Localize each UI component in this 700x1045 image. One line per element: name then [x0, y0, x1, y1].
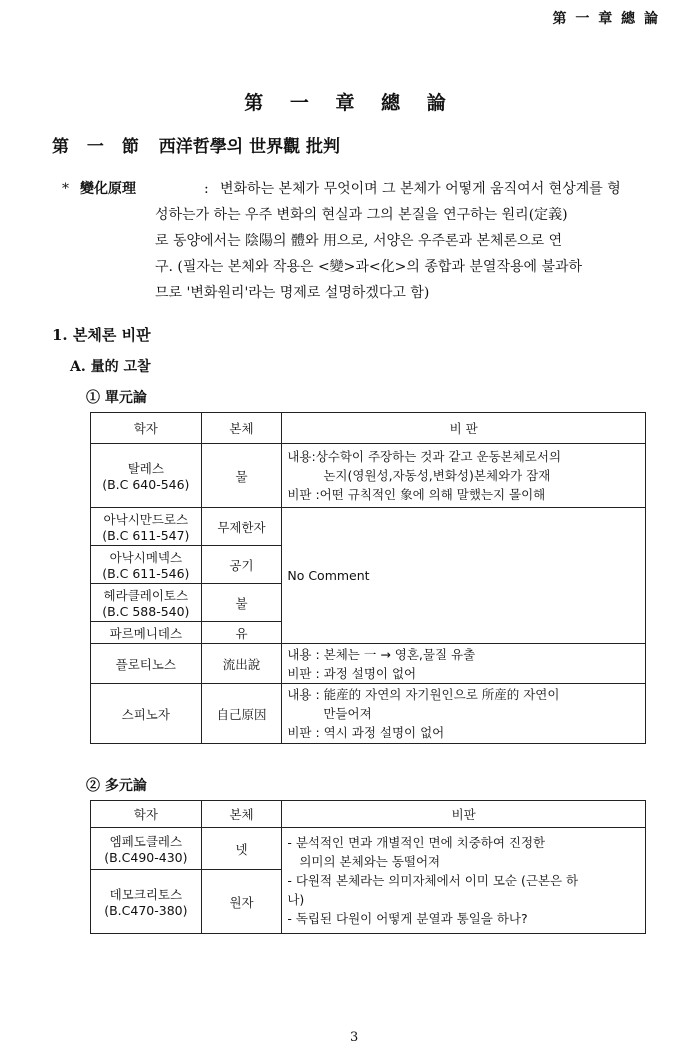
critique-cell [282, 828, 646, 934]
scholar-name: 아낙시메넥스 [109, 550, 183, 565]
scholar-cell [91, 546, 202, 584]
critique-line: 비판 :어떤 규칙적인 象에 의해 말했는지 몰이해 [287, 487, 546, 502]
critique-line: 내용:상수학이 주장하는 것과 같고 운동본체로서의 [287, 449, 562, 464]
section-heading: 西洋哲學의 世界觀 批判 [158, 137, 341, 157]
table-row [91, 684, 646, 744]
scholar-name: 스피노자 [121, 706, 170, 722]
intro-line: 므로 '변화원리'라는 명제로 설명하겠다고 함) [155, 285, 430, 301]
header-critique: 비 판 [282, 413, 646, 444]
chapter-title: 第 一 章 總 論 [244, 92, 456, 114]
critique-cell [282, 444, 646, 508]
substance-cell: 불 [201, 584, 282, 622]
header-scholar: 학자 [91, 801, 202, 828]
substance-cell: 유 [201, 622, 282, 644]
heading-monism: ① 單元論 [86, 390, 147, 406]
section-title [52, 132, 340, 157]
header-substance: 본체 [201, 413, 282, 444]
critique-cell [282, 684, 646, 744]
critique-cell [282, 508, 646, 644]
heading-pluralism: ② 多元論 [86, 778, 147, 794]
scholar-cell [91, 508, 202, 546]
no-comment-text: No Comment [287, 568, 370, 583]
critique-line: 내용 : 能産的 자연의 자기원인으로 所産的 자연이 [287, 687, 560, 702]
running-header: 第 一 章 總 論 [552, 11, 660, 27]
scholar-name: 아낙시만드로스 [103, 512, 189, 527]
substance-cell: 물 [201, 444, 282, 508]
table-header-row [91, 801, 646, 828]
scholar-name: 데모크리토스 [109, 887, 183, 902]
monism-table [90, 412, 646, 744]
substance-cell: 무제한자 [201, 508, 282, 546]
scholar-name: 탈레스 [127, 461, 164, 476]
scholar-cell [91, 444, 202, 508]
table-row [91, 444, 646, 508]
critique-line: - 다원적 본체라는 의미자체에서 이미 모순 (근본은 하 [287, 873, 579, 888]
table-row [91, 828, 646, 870]
critique-line: - 분석적인 면과 개별적인 면에 치중하여 진정한 [287, 835, 546, 850]
critique-line: 논지(영원성,자동성,변화성)본체와가 잠재 [323, 468, 551, 483]
pluralism-table [90, 800, 646, 934]
scholar-name: 헤라클레이토스 [103, 588, 189, 603]
header-scholar: 학자 [91, 413, 202, 444]
heading-ontology-critique: 1. 본체론 비판 [52, 326, 151, 344]
critique-line: - 독립된 다원이 어떻게 분열과 통일을 하나? [287, 911, 528, 926]
critique-line: 나) [287, 892, 305, 907]
table-row [91, 508, 646, 546]
substance-cell: 流出說 [201, 644, 282, 684]
intro-line: 로 동양에서는 陰陽의 體와 用으로, 서양은 우주론과 본체론으로 연 [155, 233, 563, 249]
page-number: 3 [350, 1030, 359, 1045]
scholar-cell [91, 622, 202, 644]
critique-line: 만들어져 [323, 706, 372, 721]
scholar-dates: (B.C490-430) [104, 850, 188, 865]
critique-cell [282, 644, 646, 684]
intro-term: 變化原理 [80, 181, 136, 197]
intro-line: 구. (필자는 본체와 작용은 <變>과<化>의 종합과 분열작용에 불과하 [155, 259, 583, 275]
header-substance: 본체 [201, 801, 282, 828]
scholar-cell [91, 584, 202, 622]
scholar-dates: (B.C 611-547) [102, 528, 190, 543]
section-number: 第 一 節 [52, 137, 145, 157]
scholar-name: 엠페도클레스 [109, 834, 183, 849]
substance-cell: 自己原因 [201, 684, 282, 744]
intro-line: 성하는가 하는 우주 변화의 현실과 그의 본질을 연구하는 원리(定義) [155, 207, 568, 223]
scholar-name: 플로티노스 [115, 656, 177, 672]
scholar-cell [91, 828, 202, 870]
scholar-dates: (B.C 640-546) [102, 477, 190, 492]
scholar-dates: (B.C 588-540) [102, 604, 190, 619]
header-critique: 비판 [282, 801, 646, 828]
table-row [91, 644, 646, 684]
intro-line: 변화하는 본체가 무엇이며 그 본체가 어떻게 움직여서 현상계를 형 [220, 181, 621, 197]
scholar-dates: (B.C470-380) [104, 903, 188, 918]
intro-colon: : [204, 181, 209, 197]
scholar-dates: (B.C 611-546) [102, 566, 190, 581]
table-header-row [91, 413, 646, 444]
scholar-name: 파르메니데스 [109, 625, 183, 641]
substance-cell: 원자 [201, 870, 282, 934]
substance-cell: 공기 [201, 546, 282, 584]
substance-cell: 넷 [201, 828, 282, 870]
bullet-marker: * [62, 181, 69, 197]
scholar-cell [91, 684, 202, 744]
heading-quantitative: A. 量的 고찰 [70, 359, 151, 375]
scholar-cell [91, 870, 202, 934]
critique-line: 내용 : 본체는 一 → 영혼,물질 유출 [287, 646, 476, 662]
critique-line: 비판 : 역시 과정 설명이 없어 [287, 725, 445, 740]
critique-line: 비판 : 과정 설명이 없어 [287, 665, 417, 681]
scholar-cell [91, 644, 202, 684]
critique-line: 의미의 본체와는 동떨어져 [299, 854, 441, 869]
